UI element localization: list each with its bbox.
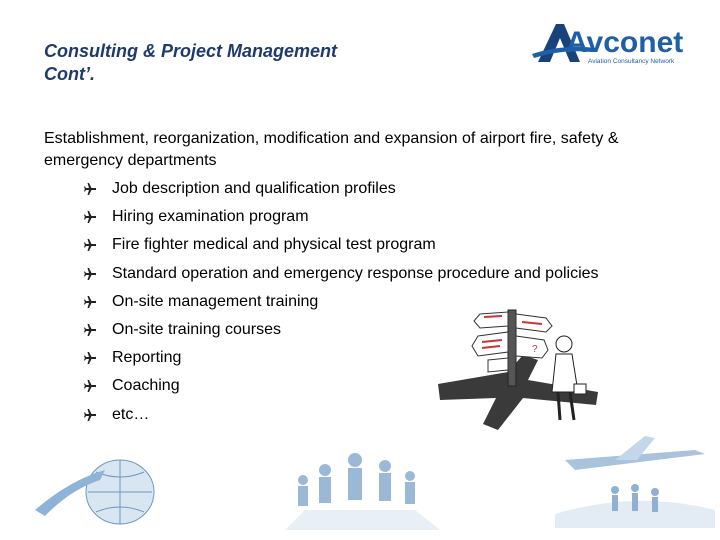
bullet-text: Coaching — [112, 377, 180, 395]
slide-title — [44, 40, 337, 86]
bullet-text: Standard operation and emergency response procedure and policies — [112, 264, 599, 282]
bullet-text: etc… — [112, 405, 150, 423]
airplane-icon — [84, 409, 112, 421]
title-line-2: Cont’. — [44, 64, 95, 84]
list-item — [84, 231, 599, 259]
bullet-text: On-site training courses — [112, 321, 281, 339]
title-line-1: Consulting & Project Management — [44, 41, 338, 61]
bullet-text: Hiring examination program — [112, 208, 309, 226]
list-item — [84, 175, 599, 203]
people-image — [285, 440, 440, 535]
bullet-text: Fire fighter medical and physical test program — [112, 236, 436, 254]
bullet-text: On-site management training — [112, 292, 319, 310]
bullet-text: Job description and qualification profiles — [112, 180, 396, 198]
logo-tagline: Aviation Consultancy Network — [588, 58, 675, 65]
airplane-icon — [84, 324, 112, 336]
airplane-icon — [84, 268, 112, 280]
airplane-icon — [84, 352, 112, 364]
list-item — [84, 203, 599, 231]
bullet-text: Reporting — [112, 349, 182, 367]
airplane-icon — [84, 380, 112, 392]
intro-paragraph: Establishment, reorganization, modification and expansion of airport fire, safety & emergency departments — [44, 130, 619, 169]
svg-text:?: ? — [532, 344, 538, 355]
logo-text: Avconet — [566, 26, 684, 59]
airplane-icon — [84, 239, 112, 251]
airplane-icon — [84, 296, 112, 308]
signpost-illustration — [428, 300, 608, 445]
list-item — [84, 260, 599, 288]
airplane-icon — [84, 183, 112, 195]
aircraft-image — [555, 430, 715, 530]
airplane-icon — [84, 211, 112, 223]
avconet-logo — [532, 18, 704, 68]
globe-image — [30, 450, 170, 530]
